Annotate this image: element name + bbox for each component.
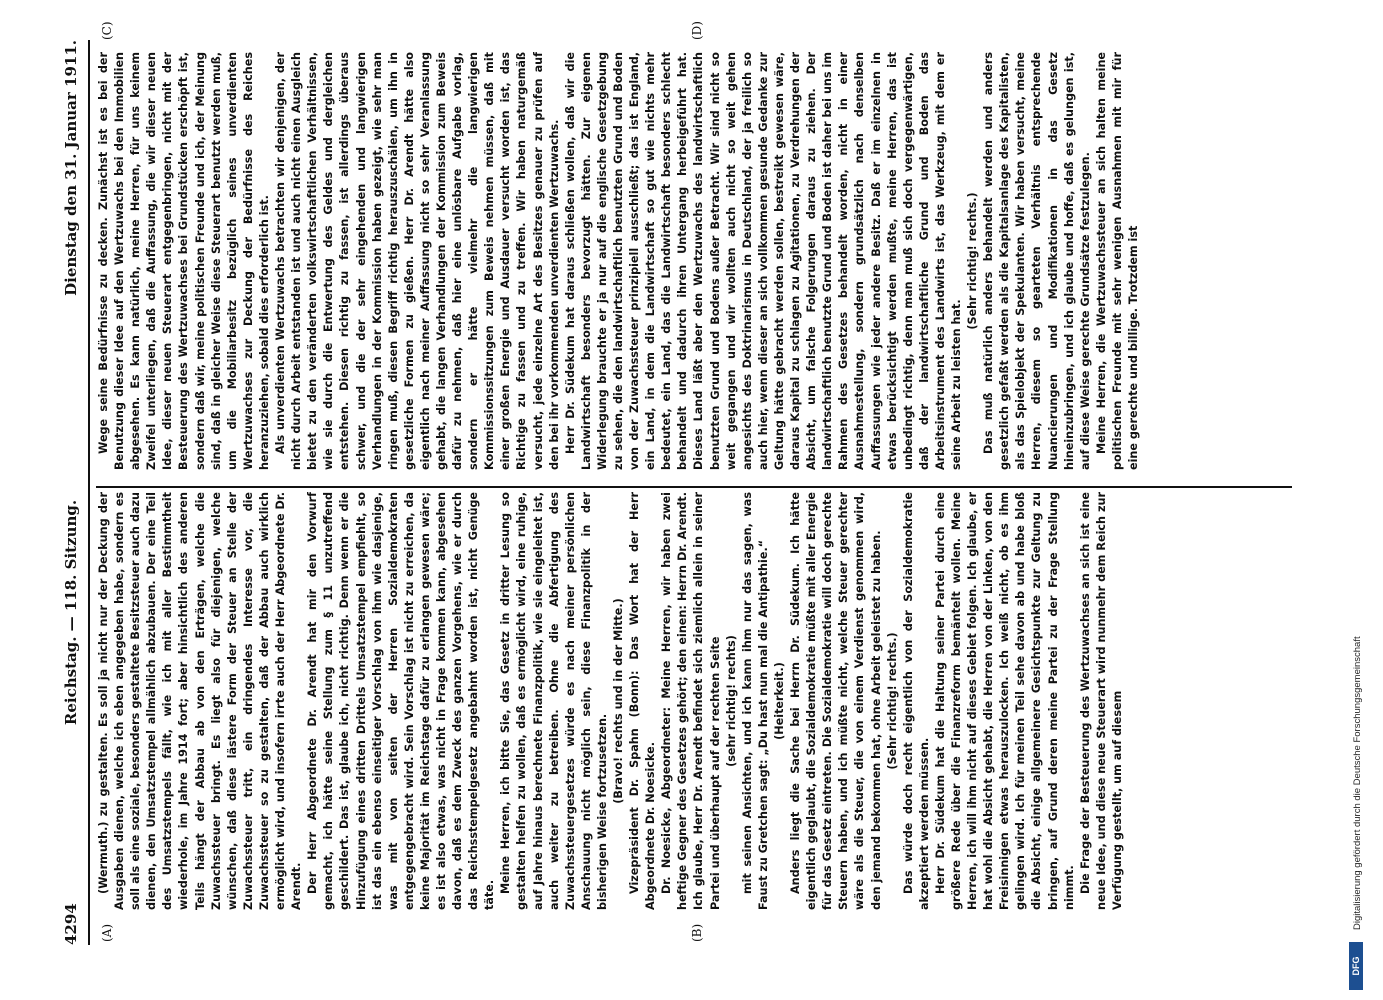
paragraph: Das muß natürlich anders behandelt werden und anders gesetzlich gefaßt werden als die Kapitalsanlage des Kapitalisten, als das Spielobjekt der Spekulanten. Wir haben versucht, meine Herren, diesem so gearteten Verhältnis entsprechende Nuancierungen und Modifikationen in das Gesetz hineinzubringen, und ich glaube und hoffe, daß es gelungen ist, auf diese Weise gerechte Grundsätze festzulegen.	[982, 52, 1092, 470]
margin-marker-a: (A)	[100, 923, 114, 942]
page-header	[40, 40, 80, 945]
paragraph: Vizepräsident Dr. Spahn (Bonn): Das Wort hat der Herr Abgeordnete Dr. Noesicke.	[628, 492, 658, 910]
margin-marker-d: (D)	[690, 21, 704, 40]
interjection: (Sehr richtig! rechts.)	[966, 192, 980, 330]
paragraph: (Wermuth.) zu gestalten. Es soll ja nicht nur der Deckung der Ausgaben dienen, welche ich eben angegeben habe, sondern es soll als eine soziale, besonders gestaltete Besitzsteuer auch dazu dienen, den Umsatzstempel allmählich abzubauen. Der eine Teil des Umsatzstempels fällt, wie ich mit aller Bestimmtheit wiederhole, im Jahre 1914 fort; aber hinsichtlich des anderen Teils hängt der Abbau ab von den Erträgen, welche die Zuwachssteuer bringt. Es liegt also für diejenigen, welche wünschen, daß diese lästere Form der Steuer an Stelle der Zuwachssteuer tritt, ein dringendes Interesse vor, die Zuwachssteuer so zu gestalten, daß der Abbau auch wirklich ermöglicht wird, und insofern irrte auch der Herr Abgeordnete Dr. Arendt.	[97, 492, 304, 910]
interjection: (sehr richtig! rechts)	[724, 635, 738, 767]
interjection: (Bravo! rechts und in der Mitte.)	[612, 598, 625, 804]
paragraph: Meine Herren, die Wertzuwachssteuer an sich halten meine politischen Freunde mit sehr wenigen Ausnahmen mit mir für eine gerechte und billige. Trotzdem ist	[1094, 52, 1140, 470]
paragraph: Die Frage der Besteuerung des Wertzuwachses an sich ist eine neue Idee, und diese neue Steuerart wird nunmehr dem Reich zur Verfügung gestellt, um auf diesem	[1078, 492, 1124, 910]
paragraph: Herr Dr. Südekum hat die Haltung seiner Partei durch eine größere Rede über die Finanzreform bemäntelt wollen. Meine Herren, ich will ihm nicht auf dieses Gebiet folgen. Ich glaube, er hat wohl die Absicht gehabt, die Herren von der Linken, von den Freisinnigen etwas herauszulocken. Ich weiß nicht, ob es ihm gelingen wird. Ich für meinen Teil sehe davon ab und habe bloß die Absicht, einige allgemeinere Gesichtspunkte zur Geltung zu bringen, auf Grund deren meine Partei zu der Frage Stellung nimmt.	[933, 492, 1076, 910]
interjection: (Sehr richtig! rechts.)	[885, 632, 899, 770]
paragraph: Der Herr Abgeordnete Dr. Arendt hat mir den Vorwurf gemacht, ich hätte seine Stellung zum § 11 unzutreffend geschildert. Das ist, glaube ich, nicht richtig. Denn wenn er die Hinzufügung eines dritten Drittels Umsatzstempel empfiehlt, so ist das ein ebenso einseitiger Vorschlag von ihm wie dasjenige, was mit von seiten der Herren Sozialdemokraten entgegengebracht wird. Sein Vorschlag ist nicht zu erreichen, da keine Majorität im Reichstage dafür zu erlangen gewesen wäre; es ist also etwas, was nicht in Frage kommen kann, abgesehen davon, daß es dem Zweck des ganzen Vorgehens, wie er durch das Reichsstempelgesetz angebahnt worden ist, nicht Genüge täte.	[306, 492, 497, 910]
header-rule	[88, 40, 90, 945]
page-number: 4294	[62, 903, 80, 945]
margin-marker-c: (C)	[100, 21, 114, 40]
margin-marker-b: (B)	[690, 923, 704, 942]
funding-note: Digitalisierung gefördert durch die Deutsche Forschungsgemeinschaft	[1352, 636, 1363, 930]
paragraph: Das würde doch recht eigentlich von der Sozialdemokratie akzeptiert werden müssen.	[901, 492, 931, 910]
paragraph: Als unverdienten Wertzuwachs betrachten wir denjenigen, der nicht durch Arbeit entstanden ist und auch nicht einen Ausgleich bietet zu den veränderten volkswirtschaftlichen Verhältnissen, wie sie durch die Entwertung des Geldes und dergleichen entstehen. Diesen richtig zu fassen, ist allerdings überaus schwer, und die der sehr eingehenden und langwierigen Verhandlungen in der Kommission haben gezeigt, wie sehr man ringen muß, diesen Begriff richtig herauszuschälen, um ihn in gesetzliche Formen zu gießen. Herr Dr. Arendt hätte also eigentlich nach meiner Auffassung nicht so sehr Veranlassung gehabt, die langen Verhandlungen der Kommission zum Beweis dafür zu nehmen, daß hier eine unlösbare Aufgabe vorlag, sondern er hätte vielmehr die langwierigen Kommissionssitzungen zum Beweis nehmen müssen, daß mit einer großen Energie und Ausdauer versucht worden ist, das Richtige zu fassen und zu treffen. Wir haben naturgemäß versucht, jede einzelne Art des Besitzes genauer zu prüfen auf den bei ihr vorkommenden unverdienten Wertzuwachs.	[274, 52, 561, 470]
paragraph: Dr. Noesicke, Abgeordneter: Meine Herren, wir haben zwei heftige Gegner des Gesetzes gehört; den einen: Herrn Dr. Arendt. Ich glaube, Herr Dr. Arendt befindet sich ziemlich allein in seiner Partei und überhaupt auf der rechten Seite	[660, 492, 722, 910]
paragraph: Wege seine Bedürfnisse zu decken. Zunächst ist es bei der Benutzung dieser Idee auf den Wertzuwachs bei den Immobilien abgesehen. Es kann natürlich, meine Herren, für uns keinem Zweifel unterliegen, daß die Auffassung, die wir dieser neuen Idee, dieser neuen Steuerart entgegenbringen, nicht mit der Besteuerung des Wertzuwachses bei Grundstücken erschöpft ist, sondern daß wir, meine politischen Freunde und ich, der Meinung sind, daß in gleicher Weise diese Steuerart benutzt werden muß, um die Mobiliarbesitz bezüglich seines unverdienten Wertzuwachses zur Deckung der Bedürfnisse des Reiches heranzuziehen, sobald dies erforderlich ist.	[97, 52, 271, 470]
column-rule	[96, 486, 1292, 488]
paragraph: Herr Dr. Südekum hat daraus schließen wollen, daß wir die Landwirtschaft besonders bevorzugt hätten. Zur eigenen Widerlegung brauchte er ja nur auf die englische Gesetzgebung zu sehen, die den landwirtschaftlich benutzten Grund und Boden von der Zuwachssteuer prinzipiell ausschließt; das ist England, ein Land, in dem die Landwirtschaft so gut wie nichts mehr bedeutet, ein Land, das die Landwirtschaft besonders schlecht behandelt und dadurch ihren Untergang herbeigeführt hat. Dieses Land läßt aber den Wertzuwachs des landwirtschaftlich benutzten Grund und Bodens außer Betracht. Wir sind nicht so weit gegangen und wir wollten auch nicht so weit gehen angesichts des Doktrinarismus in Deutschland, der ja freilich so auch hier, wenn dieser an sich vollkommen gesunde Gedanke zur Geltung hätte gebracht werden sollen, bestreikt gewesen wäre, daraus Kapital zu schlagen zu Agitationen, zu Verdrehungen der Absicht, um falsche Folgerungen daraus zu ziehen. Der landwirtschaftlich benutzte Grund und Boden ist daher bei uns im Rahmen des Gesetzes behandelt worden, nicht in einer Ausnahmestellung, sondern grundsätzlich nach denselben Auffassungen wie jeder andere Besitz. Daß er im einzelnen in etwas berücksichtigt werden mußte, meine Herren, das ist unbedingt richtig, denn man muß sich doch vergegenwärtigen, daß der landwirtschaftliche Grund und Boden das Arbeitsinstrument des Landwirts ist, das Werkzeug, mit dem er seine Arbeit zu leisten hat.	[563, 52, 963, 470]
dfg-logo: DFG	[1349, 942, 1363, 990]
session-date: Dienstag den 31. Januar 1911.	[62, 40, 80, 296]
paragraph: mit seinen Ansichten, und ich kann ihm nur das sagen, was Faust zu Gretchen sagt: „Du hast nun mal die Antipathie.“	[740, 492, 770, 910]
running-head: Reichstag. — 118. Sitzung.	[62, 499, 80, 726]
paragraph: Anders liegt die Sache bei Herrn Dr. Südekum. Ich hätte eigentlich geglaubt, die Sozialdemokratie müßte mit aller Energie für das Gesetz eintreten. Die Sozialdemokratie will doch gerechte Steuern haben, und ich müßte nicht, welche Steuer gerechter wäre als die Steuer, die von einem Verdienst genommen wird, den jemand bekommen hat, ohne Arbeit geleistet zu haben.	[789, 492, 883, 910]
paragraph: Meine Herren, ich bitte Sie, das Gesetz in dritter Lesung so gestalten helfen zu wollen, daß es ermöglicht wird, eine ruhige, auf Jahre hinaus berechnete Finanzpolitik, wie sie eingeleitet ist, auch weiter zu betreiben. Ohne die Abfertigung des Zuwachssteuergesetzes würde es nach meiner persönlichen Anschauung nicht möglich sein, diese Finanzpolitik in der bisherigen Weise fortzusetzen.	[499, 492, 609, 910]
right-text-column	[96, 52, 1292, 470]
left-text-column	[96, 492, 1292, 910]
interjection: (Heiterkeit.)	[772, 662, 786, 740]
